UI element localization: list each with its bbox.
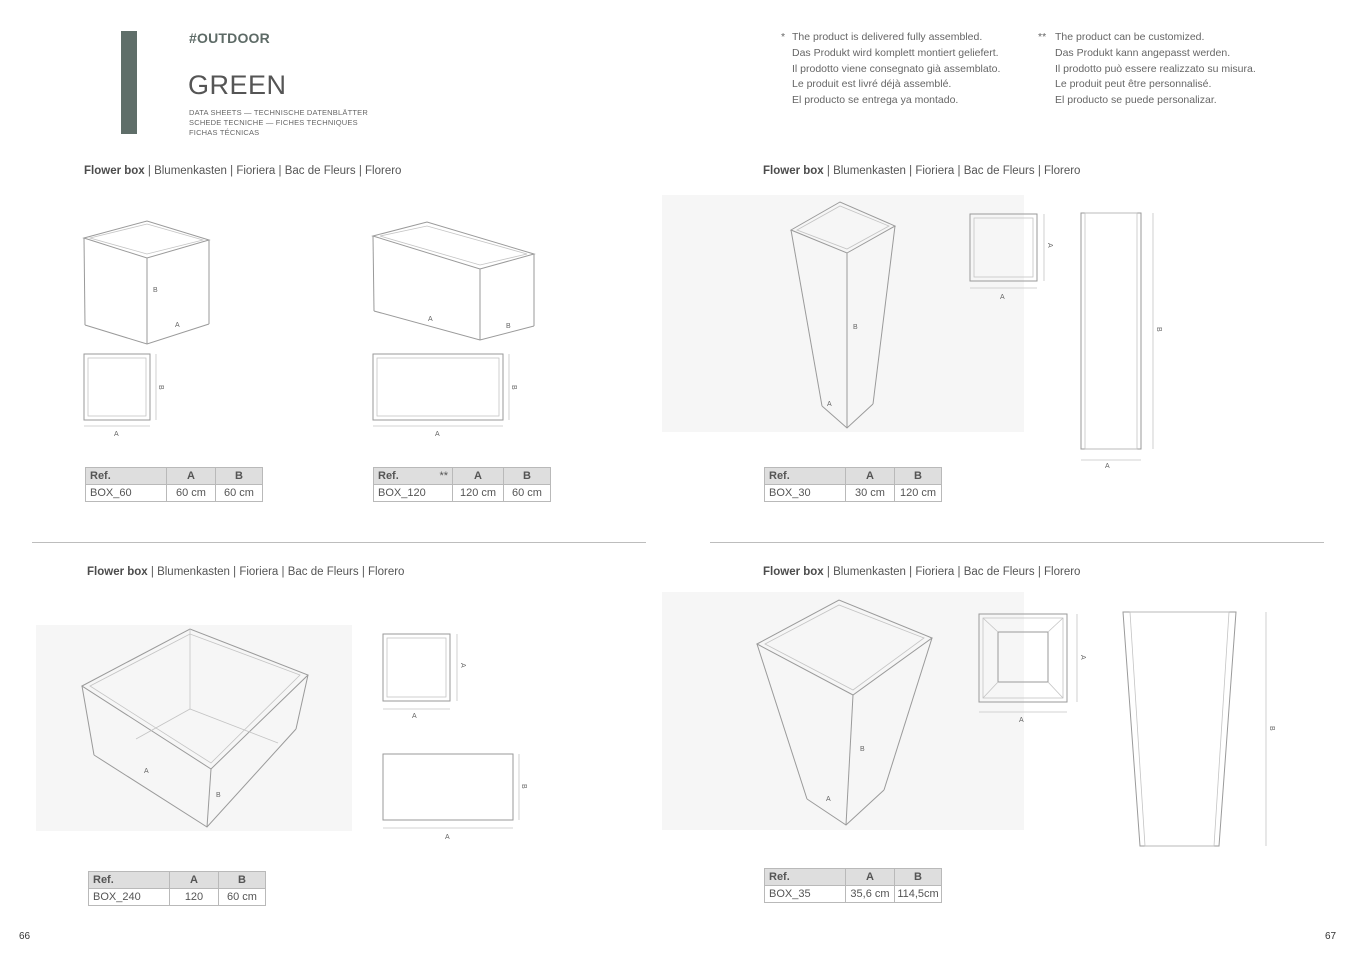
dim-label-b: B [853,324,858,331]
col-ref: Ref. [89,872,170,889]
spec-table-box-120 [373,467,551,502]
note-line: Das Produkt wird komplett montiert geliefert. [792,46,999,59]
dim-label-b: B [153,287,158,294]
box-30-perspective [785,198,900,433]
dim-label-a: A [1019,717,1024,724]
assembled-note [792,31,1000,110]
section-title: Flower box | Blumenkasten | Fioriera | Bac de Fleurs | Florero [763,566,1081,578]
dim-label-a: A [114,431,119,438]
b-cell: 114,5cm [895,886,942,903]
table-row [765,886,942,903]
note-line: Le produit est livré déjà assemblé. [792,78,952,91]
spec-table-box-240 [88,871,266,906]
box-240-side-view [381,752,531,844]
box-35-top-view [976,610,1096,730]
table-header-row [86,468,263,485]
subtitle-line: DATA SHEETS — TECHNISCHE DATENBLÄTTER [189,108,368,117]
divider [32,542,646,543]
dim-label-a: A [144,768,149,775]
page-title: GREEN [188,70,287,100]
page-number-left: 66 [19,931,31,942]
ref-cell: BOX_30 [765,485,846,502]
a-cell: 30 cm [846,485,895,502]
col-b: B [895,869,942,886]
divider [710,542,1324,543]
dim-label-a: A [175,322,180,329]
dim-label-a: A [428,316,433,323]
box-240-perspective [78,625,313,830]
custom-note-mark: ** [1038,31,1047,43]
note-line: Il prodotto viene consegnato già assemblato. [792,62,1001,75]
dim-label-b: B [510,385,517,390]
section-title: Flower box | Blumenkasten | Fioriera | Bac de Fleurs | Florero [84,165,402,177]
box-35-perspective [752,596,937,831]
spec-table-box-30 [764,467,942,502]
note-line: The product can be customized. [1055,31,1205,43]
box-35-side-view [1118,608,1283,853]
section-title: Flower box | Blumenkasten | Fioriera | Bac de Fleurs | Florero [763,165,1081,177]
page-number-right: 67 [1325,931,1337,942]
table-header-row [765,869,942,886]
subtitle-line: SCHEDE TECNICHE — FICHES TECHNIQUES [189,118,358,127]
dim-label-a: A [1105,463,1110,470]
dim-label-b: B [1155,327,1162,332]
note-line: The product is delivered fully assembled. [792,31,983,43]
col-a: A [167,468,216,485]
dim-label-a: A [1046,243,1053,248]
col-b: B [219,872,266,889]
dim-label-a: A [412,713,417,720]
ref-cell: BOX_60 [86,485,167,502]
table-row [89,889,266,906]
table-header-row [765,468,942,485]
ref-cell: BOX_120 [374,485,453,502]
spec-table-box-35 [764,868,942,903]
col-ref: Ref. [765,869,846,886]
table-row [765,485,942,502]
col-ref: Ref. [765,468,846,485]
col-a: A [846,468,895,485]
category-tag: #OUTDOOR [189,30,270,46]
col-a: A [170,872,219,889]
box-30-top-view [968,211,1058,306]
note-line: Das Produkt kann angepasst werden. [1055,46,1231,59]
custom-note [1055,31,1256,110]
box-240-top-view [381,631,471,726]
a-cell: 120 [170,889,219,906]
subtitle-line: FICHAS TÉCNICAS [189,128,260,137]
note-line: El producto se puede personalizar. [1055,94,1217,107]
dim-label-b: B [520,784,527,789]
col-b: B [895,468,942,485]
box-60-perspective [80,218,215,348]
b-cell: 60 cm [504,485,551,502]
note-line: Il prodotto può essere realizzato su misura. [1055,62,1256,75]
b-cell: 120 cm [895,485,942,502]
dim-label-b: B [506,323,511,330]
col-ref: Ref. [86,468,167,485]
box-120-top-view [371,352,521,442]
dim-label-a: A [459,663,466,668]
box-120-perspective [370,218,540,343]
dim-label-b: B [157,385,164,390]
accent-bar [121,31,137,134]
assembled-note-mark: * [781,31,786,43]
spec-table-box-60 [85,467,263,502]
col-a: A [846,869,895,886]
a-cell: 35,6 cm [846,886,895,903]
dim-label-a: A [1000,294,1005,301]
dim-label-b: B [216,792,221,799]
ref-cell: BOX_35 [765,886,846,903]
dim-label-a: A [435,431,440,438]
box-30-side-view [1078,210,1168,472]
box-60-top-view [82,352,167,442]
a-cell: 120 cm [453,485,504,502]
table-header-row [89,872,266,889]
note-line: El producto se entrega ya montado. [792,94,959,107]
custom-mark: ** [439,470,448,482]
dim-label-a: A [826,796,831,803]
b-cell: 60 cm [216,485,263,502]
table-row [86,485,263,502]
note-line: Le produit peut être personnalisé. [1055,78,1212,91]
dim-label-a: A [827,401,832,408]
table-header-row [374,468,551,485]
col-b: B [216,468,263,485]
section-title: Flower box | Blumenkasten | Fioriera | Bac de Fleurs | Florero [87,566,405,578]
dim-label-b: B [1268,726,1275,731]
a-cell: 60 cm [167,485,216,502]
table-row [374,485,551,502]
ref-cell: BOX_240 [89,889,170,906]
dim-label-a: A [1079,655,1086,660]
dim-label-b: B [860,746,865,753]
col-b: B [504,468,551,485]
b-cell: 60 cm [219,889,266,906]
dim-label-a: A [445,834,450,841]
col-a: A [453,468,504,485]
col-ref: Ref. ** [374,468,453,485]
